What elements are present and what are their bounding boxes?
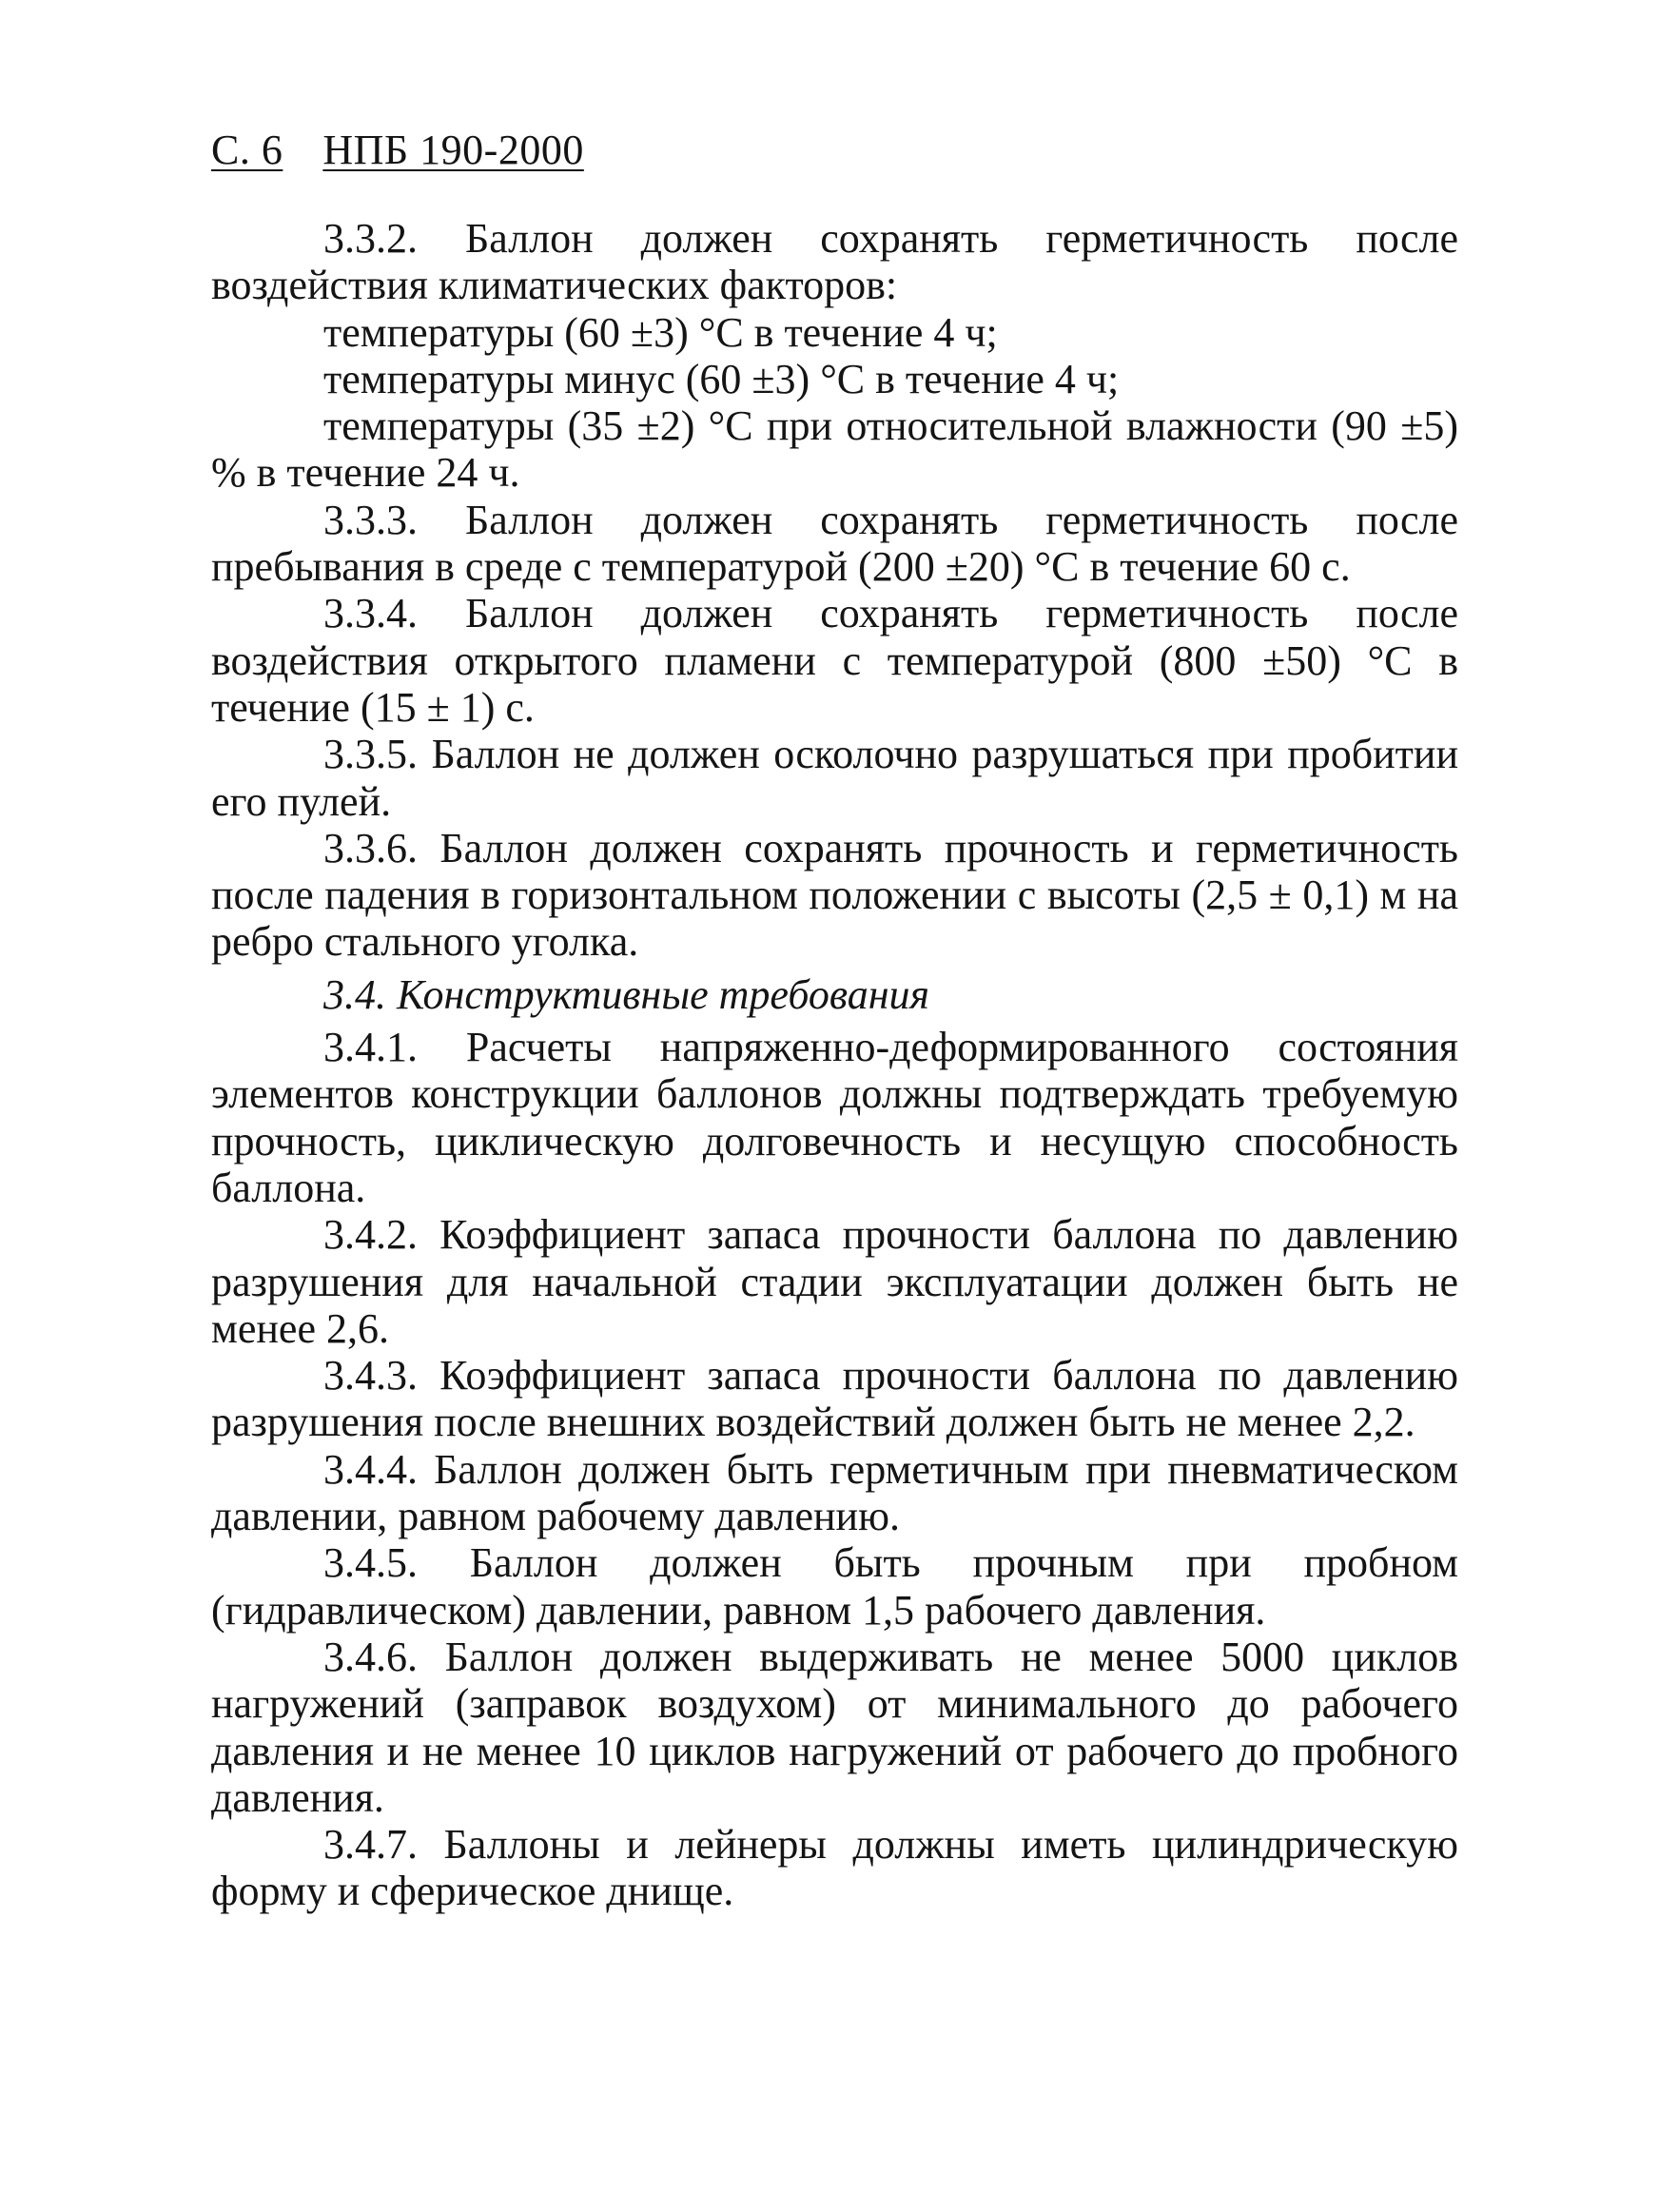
document-body xyxy=(211,215,1458,1915)
list-item-temperature-humidity: температуры (35 ±2) °С при относительной влажности (90 ±5) % в течение 24 ч. xyxy=(211,402,1458,497)
paragraph-3-4-7: 3.4.7. Баллоны и лейнеры должны иметь цилиндрическую форму и сферическое днище. xyxy=(211,1821,1458,1915)
section-heading-3-4: 3.4. Конструктивные требования xyxy=(323,970,930,1018)
paragraph-3-4-5: 3.4.5. Баллон должен быть прочным при пробном (гидравлическом) давлении, равном 1,5 рабочего давления. xyxy=(211,1539,1458,1634)
paragraph-3-4-2: 3.4.2. Коэффициент запаса прочности баллона по давлению разрушения для начальной стадии эксплуатации должен быть не менее 2,6. xyxy=(211,1211,1458,1352)
document-code: НПБ 190-2000 xyxy=(322,127,584,173)
paragraph-3-4-3: 3.4.3. Коэффициент запаса прочности баллона по давлению разрушения после внешних воздействий должен быть не менее 2,2. xyxy=(211,1352,1458,1446)
page-number: С. 6 xyxy=(211,127,283,173)
paragraph-3-3-5: 3.3.5. Баллон не должен осколочно разрушаться при пробитии его пулей. xyxy=(211,731,1458,825)
paragraph-3-4-1: 3.4.1. Расчеты напряженно-деформированного состояния элементов конструкции баллонов должны подтверждать требуемую прочность, циклическую долговечность и несущую способность баллона. xyxy=(211,1024,1458,1211)
page-header xyxy=(211,124,584,177)
list-item-temperature-plus: температуры (60 ±3) °С в течение 4 ч; xyxy=(323,308,998,356)
list-item-temperature-minus: температуры минус (60 ±3) °С в течение 4 ч; xyxy=(323,355,1120,402)
paragraph-3-3-6: 3.3.6. Баллон должен сохранять прочность и герметичность после падения в горизонтальном положении с высоты (2,5 ± 0,1) м на ребро стального уголка. xyxy=(211,824,1458,966)
paragraph-3-3-4: 3.3.4. Баллон должен сохранять герметичность после воздействия открытого пламени с температурой (800 ±50) °С в течение (15 ± 1) с. xyxy=(211,590,1458,731)
paragraph-3-3-2: 3.3.2. Баллон должен сохранять герметичность после воздействия климатических факторов: xyxy=(211,215,1458,309)
paragraph-3-3-3: 3.3.3. Баллон должен сохранять герметичность после пребывания в среде с температурой (200 ±20) °С в течение 60 с. xyxy=(211,496,1458,591)
paragraph-3-4-4: 3.4.4. Баллон должен быть герметичным при пневматическом давлении, равном рабочему давлению. xyxy=(211,1445,1458,1540)
paragraph-3-4-6: 3.4.6. Баллон должен выдерживать не менее 5000 циклов нагружений (заправок воздухом) от минимального до рабочего давления и не менее 10 циклов нагружений от рабочего до пробного давления. xyxy=(211,1633,1458,1821)
